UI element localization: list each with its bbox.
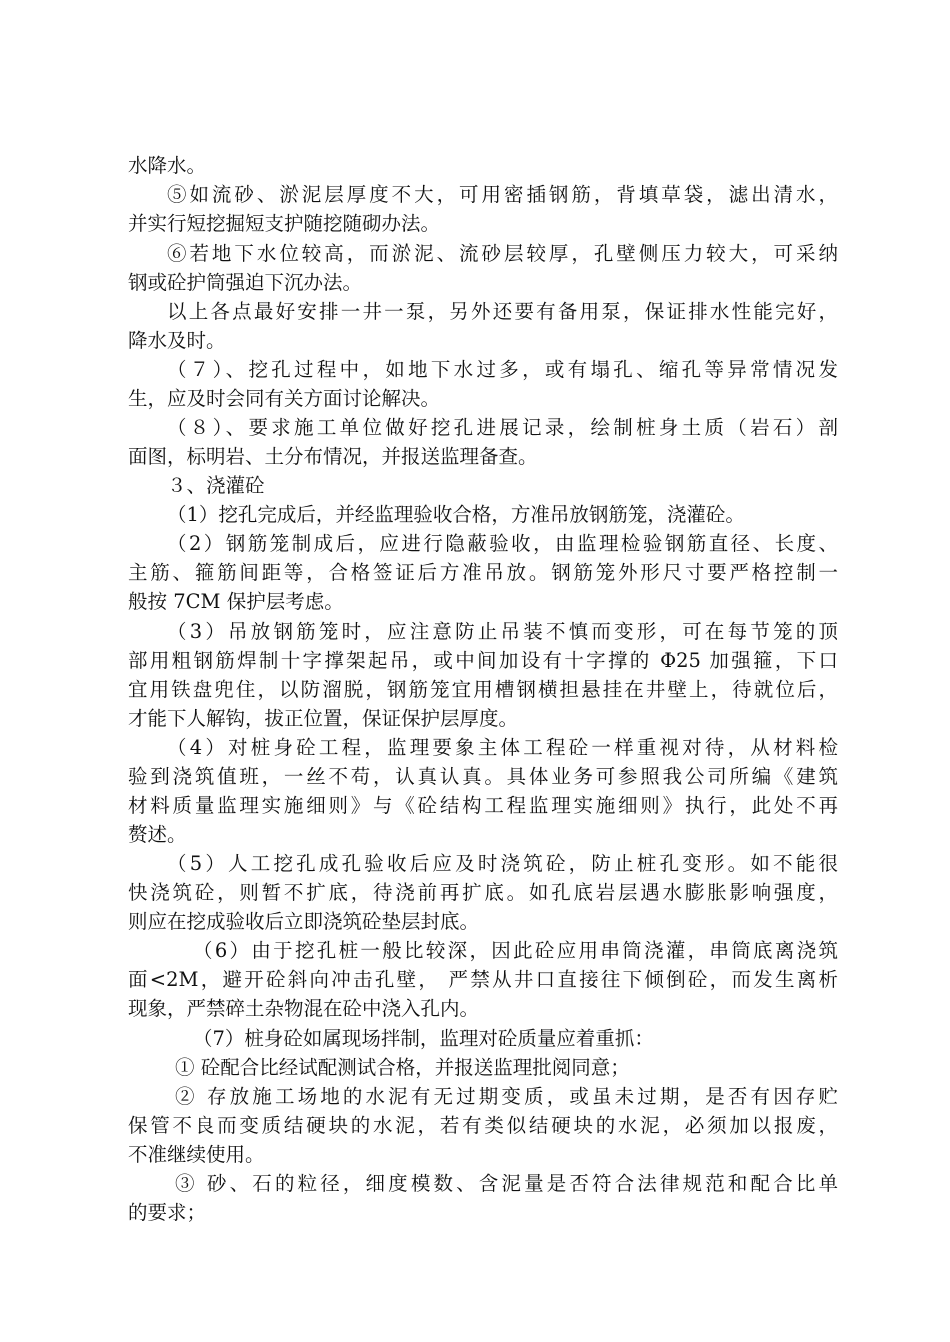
- text-line: 水降水。: [128, 154, 207, 177]
- text-line: ② 存放施工场地的水泥有无过期变质，或虽未过期，是否有因存贮: [175, 1085, 838, 1108]
- section-heading: ３、浇灌砼: [167, 474, 265, 497]
- text-line: （5）人工挖孔成孔验收后应及时浇筑砼，防止桩孔变形。如不能很: [167, 852, 838, 875]
- text-line: 验到浇筑值班，一丝不苟，认真认真。具体业务可参照我公司所编《建筑: [128, 765, 838, 788]
- text-line: 主筋、箍筋间距等，合格签证后方准吊放。钢筋笼外形尺寸要严格控制一: [128, 561, 838, 584]
- text-line: 则应在挖成验收后立即浇筑砼垫层封底。: [128, 910, 480, 933]
- text-line: （7）桩身砼如属现场拌制，监理对砼质量应着重抓：: [193, 1027, 654, 1050]
- text-line: ⑤如流砂、淤泥层厚度不大，可用密插钢筋，背填草袋，滤出清水，: [167, 183, 838, 206]
- text-line: 生，应及时会同有关方面讨论解决。: [128, 387, 441, 410]
- text-line: （6）由于挖孔桩一般比较深，因此砼应用串筒浇灌，串筒底离浇筑: [193, 939, 838, 962]
- text-line: 不准继续使用。: [128, 1143, 265, 1166]
- text-line: 般按 7CM 保护层考虑。: [128, 590, 344, 613]
- text-line: （７）、挖孔过程中，如地下水过多，或有塌孔、缩孔等异常情况发: [167, 358, 838, 381]
- text-line: （4）对桩身砼工程，监理要象主体工程砼一样重视对待，从材料检: [167, 736, 838, 759]
- text-line: 并实行短挖掘短支护随挖随砌办法。: [128, 212, 441, 235]
- text-line: （2）钢筋笼制成后，应进行隐蔽验收，由监理检验钢筋直径、长度、: [167, 532, 838, 555]
- text-line: 材料质量监理实施细则》与《砼结构工程监理实施细则》执行，此处不再: [128, 794, 838, 817]
- text-line: 面<2M，避开砼斜向冲击孔壁， 严禁从井口直接往下倾倒砼，而发生离析: [128, 968, 838, 991]
- text-line: ⑥若地下水位较高，而淤泥、流砂层较厚，孔壁侧压力较大，可采纳: [167, 242, 838, 265]
- text-line: 快浇筑砼，则暂不扩底，待浇前再扩底。如孔底岩层遇水膨胀影响强度，: [128, 881, 838, 904]
- text-line: 宜用铁盘兜住，以防溜脱，钢筋笼宜用槽钢横担悬挂在井壁上，待就位后，: [128, 678, 838, 701]
- text-line: ③ 砂、石的粒径，细度模数、含泥量是否符合法律规范和配合比单: [175, 1172, 838, 1195]
- text-line: 的要求；: [128, 1201, 207, 1224]
- text-line: （1）挖孔完成后，并经监理验收合格，方准吊放钢筋笼，浇灌砼。: [167, 503, 745, 526]
- text-line: 保管不良而变质结硬块的水泥，若有类似结硬块的水泥，必须加以报废，: [128, 1114, 838, 1137]
- text-line: ① 砼配合比经试配测试合格，并报送监理批阅同意；: [175, 1056, 630, 1079]
- text-line: 钢或砼护筒强迫下沉办法。: [128, 271, 363, 294]
- text-line: 现象，严禁碎土杂物混在砼中浇入孔内。: [128, 997, 480, 1020]
- text-line: 面图，标明岩、土分布情况，并报送监理备查。: [128, 445, 538, 468]
- text-line: 降水及时。: [128, 329, 226, 352]
- text-line: 赘述。: [128, 823, 187, 846]
- text-line: 部用粗钢筋焊制十字撑架起吊，或中间加设有十字撑的 Φ25 加强箍，下口: [128, 649, 838, 672]
- text-line: （８）、要求施工单位做好挖孔进展记录，绘制桩身土质（岩石）剖: [167, 416, 838, 439]
- text-line: 才能下人解钩，拔正位置，保证保护层厚度。: [128, 707, 519, 730]
- text-line: （3）吊放钢筋笼时，应注意防止吊装不慎而变形，可在每节笼的顶: [167, 620, 838, 643]
- text-line: 以上各点最好安排一井一泵，另外还要有备用泵，保证排水性能完好，: [167, 300, 838, 323]
